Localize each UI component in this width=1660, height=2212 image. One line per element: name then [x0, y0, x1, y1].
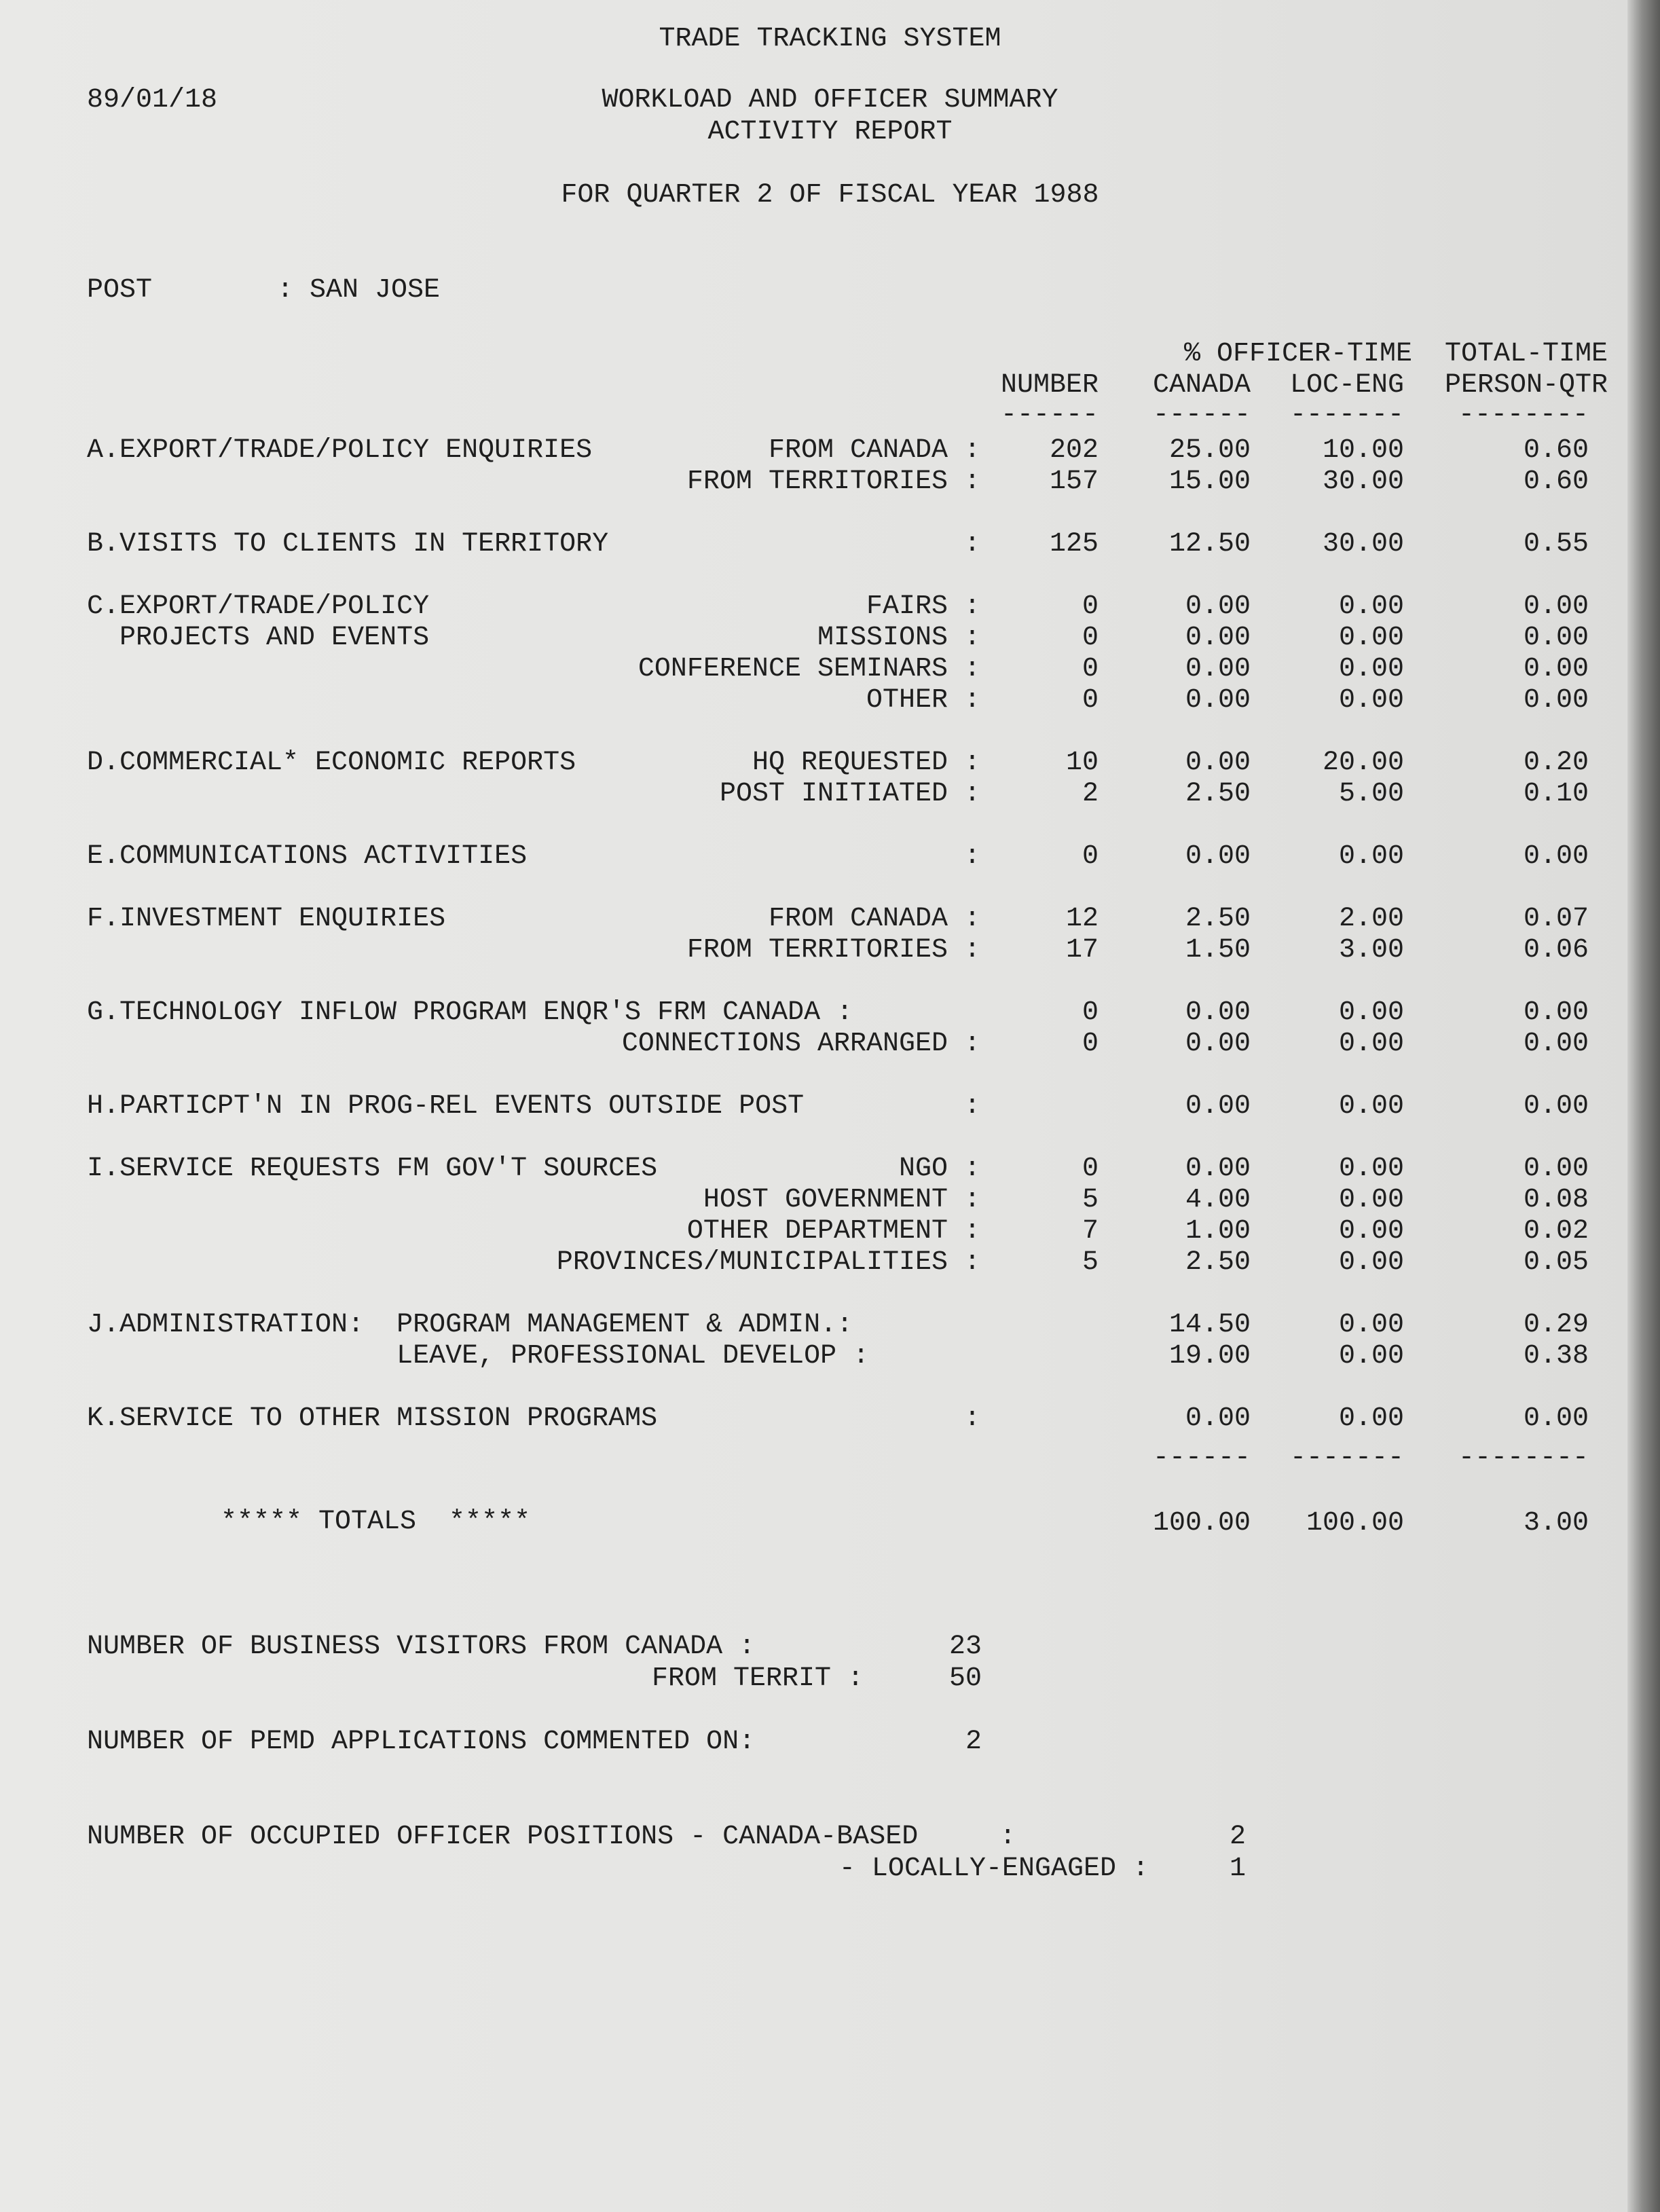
positions-canada-label: NUMBER OF OCCUPIED OFFICER POSITIONS - CANADA-BASED : — [87, 1822, 1016, 1852]
row-18-sub: PROVINCES/MUNICIPALITIES : — [556, 1247, 980, 1278]
row-19-canada: 14.50 — [1168, 1310, 1251, 1340]
row-10-person: 0.07 — [1523, 904, 1589, 934]
row-9-canada: 0.00 — [1185, 841, 1251, 872]
row-0-sub: FROM CANADA : — [768, 435, 980, 466]
row-3-sub: FAIRS : — [866, 591, 980, 622]
row-7-number: 10 — [1065, 748, 1099, 778]
pemd-label: NUMBER OF PEMD APPLICATIONS COMMENTED ON: — [87, 1727, 756, 1757]
report-subtitle: ACTIVITY REPORT — [707, 117, 953, 147]
row-21-sub: : — [963, 1403, 980, 1434]
positions-local-label: - LOCALLY-ENGAGED : — [838, 1854, 1149, 1884]
col-person-header: PERSON-QTR — [1444, 370, 1608, 401]
row-5-sub: CONFERENCE SEMINARS : — [638, 654, 980, 684]
row-9-person: 0.00 — [1523, 841, 1589, 872]
row-1-person: 0.60 — [1523, 466, 1589, 497]
row-13-number: 0 — [1082, 1029, 1099, 1059]
totals-person-rule: -------- — [1458, 1443, 1589, 1473]
row-14-cat: H.PARTICPT'N IN PROG-REL EVENTS OUTSIDE POST — [87, 1091, 805, 1122]
row-7-loceng: 20.00 — [1322, 748, 1404, 778]
row-1-canada: 15.00 — [1168, 466, 1251, 497]
row-7-cat: D.COMMERCIAL* ECONOMIC REPORTS — [87, 748, 576, 778]
totals-canada-rule: ------ — [1152, 1443, 1251, 1473]
row-1-number: 157 — [1049, 466, 1099, 497]
row-15-cat: I.SERVICE REQUESTS FM GOV'T SOURCES — [87, 1154, 658, 1184]
row-9-sub: : — [963, 841, 980, 872]
row-3-number: 0 — [1082, 591, 1099, 622]
row-10-number: 12 — [1065, 904, 1099, 934]
row-3-canada: 0.00 — [1185, 591, 1251, 622]
col-person-rule: -------- — [1458, 400, 1589, 430]
row-14-sub: : — [963, 1091, 980, 1122]
row-13-sub: CONNECTIONS ARRANGED : — [621, 1029, 980, 1059]
row-2-cat: B.VISITS TO CLIENTS IN TERRITORY — [87, 529, 609, 559]
row-17-canada: 1.00 — [1185, 1216, 1251, 1247]
row-4-cat: PROJECTS AND EVENTS — [87, 623, 430, 653]
row-7-sub: HQ REQUESTED : — [752, 748, 980, 778]
row-18-loceng: 0.00 — [1338, 1247, 1404, 1278]
row-6-number: 0 — [1082, 685, 1099, 716]
row-3-cat: C.EXPORT/TRADE/POLICY — [87, 591, 430, 622]
row-13-person: 0.00 — [1523, 1029, 1589, 1059]
row-13-loceng: 0.00 — [1338, 1029, 1404, 1059]
col-canada-rule: ------ — [1152, 400, 1251, 430]
row-8-sub: POST INITIATED : — [719, 779, 980, 809]
row-4-loceng: 0.00 — [1338, 623, 1404, 653]
row-10-canada: 2.50 — [1185, 904, 1251, 934]
row-18-person: 0.05 — [1523, 1247, 1589, 1278]
row-5-number: 0 — [1082, 654, 1099, 684]
row-9-cat: E.COMMUNICATIONS ACTIVITIES — [87, 841, 528, 872]
row-19-cat: J.ADMINISTRATION: PROGRAM MANAGEMENT & ADMIN.: — [87, 1310, 853, 1340]
row-9-number: 0 — [1082, 841, 1099, 872]
row-0-number: 202 — [1049, 435, 1099, 466]
row-14-loceng: 0.00 — [1338, 1091, 1404, 1122]
row-18-canada: 2.50 — [1185, 1247, 1251, 1278]
col-loceng-header: LOC-ENG — [1289, 370, 1404, 401]
row-7-canada: 0.00 — [1185, 748, 1251, 778]
row-3-person: 0.00 — [1523, 591, 1589, 622]
row-1-loceng: 30.00 — [1322, 466, 1404, 497]
positions-canada-value: 2 — [1229, 1822, 1246, 1852]
totals-loceng: 100.00 — [1306, 1508, 1404, 1538]
row-14-person: 0.00 — [1523, 1091, 1589, 1122]
row-20-loceng: 0.00 — [1338, 1341, 1404, 1371]
row-11-canada: 1.50 — [1185, 935, 1251, 965]
row-20-canada: 19.00 — [1168, 1341, 1251, 1371]
totals-loceng-rule: ------- — [1289, 1443, 1404, 1473]
row-2-sub: : — [963, 529, 980, 559]
totals-label: ***** TOTALS ***** — [221, 1507, 531, 1537]
row-11-number: 17 — [1065, 935, 1099, 965]
post-value: : SAN JOSE — [277, 275, 441, 306]
row-20-person: 0.38 — [1523, 1341, 1589, 1371]
post-label: POST — [87, 275, 153, 306]
visitors-canada-label: NUMBER OF BUSINESS VISITORS FROM CANADA : — [87, 1632, 756, 1662]
row-5-canada: 0.00 — [1185, 654, 1251, 684]
row-0-cat: A.EXPORT/TRADE/POLICY ENQUIRIES — [87, 435, 593, 466]
system-title: TRADE TRACKING SYSTEM — [659, 24, 1001, 54]
row-8-person: 0.10 — [1523, 779, 1589, 809]
positions-local-value: 1 — [1229, 1854, 1246, 1884]
row-0-canada: 25.00 — [1168, 435, 1251, 466]
visitors-canada-value: 23 — [948, 1632, 982, 1662]
row-9-loceng: 0.00 — [1338, 841, 1404, 872]
row-16-loceng: 0.00 — [1338, 1185, 1404, 1215]
report-date: 89/01/18 — [87, 85, 218, 115]
col-canada-header: CANADA — [1152, 370, 1251, 401]
row-21-person: 0.00 — [1523, 1403, 1589, 1434]
row-12-loceng: 0.00 — [1338, 997, 1404, 1028]
row-3-loceng: 0.00 — [1338, 591, 1404, 622]
row-15-number: 0 — [1082, 1154, 1099, 1184]
col-group-header: % OFFICER-TIME — [1183, 339, 1412, 369]
row-2-person: 0.55 — [1523, 529, 1589, 559]
row-17-sub: OTHER DEPARTMENT : — [686, 1216, 980, 1247]
row-17-person: 0.02 — [1523, 1216, 1589, 1247]
row-12-canada: 0.00 — [1185, 997, 1251, 1028]
row-15-sub: NGO : — [898, 1154, 980, 1184]
row-11-loceng: 3.00 — [1338, 935, 1404, 965]
report-period: FOR QUARTER 2 OF FISCAL YEAR 1988 — [561, 180, 1099, 210]
row-20-cat: LEAVE, PROFESSIONAL DEVELOP : — [87, 1341, 870, 1371]
row-21-cat: K.SERVICE TO OTHER MISSION PROGRAMS — [87, 1403, 658, 1434]
row-12-number: 0 — [1082, 997, 1099, 1028]
row-17-number: 7 — [1082, 1216, 1099, 1247]
row-5-person: 0.00 — [1523, 654, 1589, 684]
row-6-canada: 0.00 — [1185, 685, 1251, 716]
row-8-number: 2 — [1082, 779, 1099, 809]
row-7-person: 0.20 — [1523, 748, 1589, 778]
row-21-loceng: 0.00 — [1338, 1403, 1404, 1434]
col-loceng-rule: ------- — [1289, 400, 1404, 430]
row-0-person: 0.60 — [1523, 435, 1589, 466]
row-12-cat: G.TECHNOLOGY INFLOW PROGRAM ENQR'S FRM CANADA : — [87, 997, 853, 1028]
row-19-loceng: 0.00 — [1338, 1310, 1404, 1340]
row-4-canada: 0.00 — [1185, 623, 1251, 653]
row-6-person: 0.00 — [1523, 685, 1589, 716]
row-4-sub: MISSIONS : — [817, 623, 980, 653]
pemd-value: 2 — [965, 1727, 982, 1757]
visitors-territ-value: 50 — [948, 1663, 982, 1694]
row-10-sub: FROM CANADA : — [768, 904, 980, 934]
row-11-person: 0.06 — [1523, 935, 1589, 965]
row-14-canada: 0.00 — [1185, 1091, 1251, 1122]
row-0-loceng: 10.00 — [1322, 435, 1404, 466]
row-12-person: 0.00 — [1523, 997, 1589, 1028]
row-1-sub: FROM TERRITORIES : — [686, 466, 980, 497]
totals-person: 3.00 — [1523, 1508, 1589, 1538]
row-6-sub: OTHER : — [866, 685, 980, 716]
row-19-person: 0.29 — [1523, 1310, 1589, 1340]
row-8-canada: 2.50 — [1185, 779, 1251, 809]
row-11-sub: FROM TERRITORIES : — [686, 935, 980, 965]
row-15-canada: 0.00 — [1185, 1154, 1251, 1184]
row-8-loceng: 5.00 — [1338, 779, 1404, 809]
report-title: WORKLOAD AND OFFICER SUMMARY — [602, 85, 1058, 115]
col-number-header: NUMBER — [1000, 370, 1099, 401]
row-15-person: 0.00 — [1523, 1154, 1589, 1184]
page-edge-shadow — [1627, 0, 1660, 2212]
row-16-person: 0.08 — [1523, 1185, 1589, 1215]
row-4-number: 0 — [1082, 623, 1099, 653]
row-5-loceng: 0.00 — [1338, 654, 1404, 684]
totals-canada: 100.00 — [1152, 1508, 1251, 1538]
row-17-loceng: 0.00 — [1338, 1216, 1404, 1247]
row-2-number: 125 — [1049, 529, 1099, 559]
col-number-rule: ------ — [1000, 400, 1099, 430]
row-4-person: 0.00 — [1523, 623, 1589, 653]
row-13-canada: 0.00 — [1185, 1029, 1251, 1059]
row-16-canada: 4.00 — [1185, 1185, 1251, 1215]
row-10-cat: F.INVESTMENT ENQUIRIES — [87, 904, 446, 934]
col-total-header: TOTAL-TIME — [1444, 339, 1608, 369]
visitors-territ-label: FROM TERRIT : — [651, 1663, 864, 1694]
row-15-loceng: 0.00 — [1338, 1154, 1404, 1184]
row-10-loceng: 2.00 — [1338, 904, 1404, 934]
row-21-canada: 0.00 — [1185, 1403, 1251, 1434]
row-18-number: 5 — [1082, 1247, 1099, 1278]
row-2-canada: 12.50 — [1168, 529, 1251, 559]
row-2-loceng: 30.00 — [1322, 529, 1404, 559]
row-6-loceng: 0.00 — [1338, 685, 1404, 716]
row-16-sub: HOST GOVERNMENT : — [703, 1185, 980, 1215]
row-16-number: 5 — [1082, 1185, 1099, 1215]
